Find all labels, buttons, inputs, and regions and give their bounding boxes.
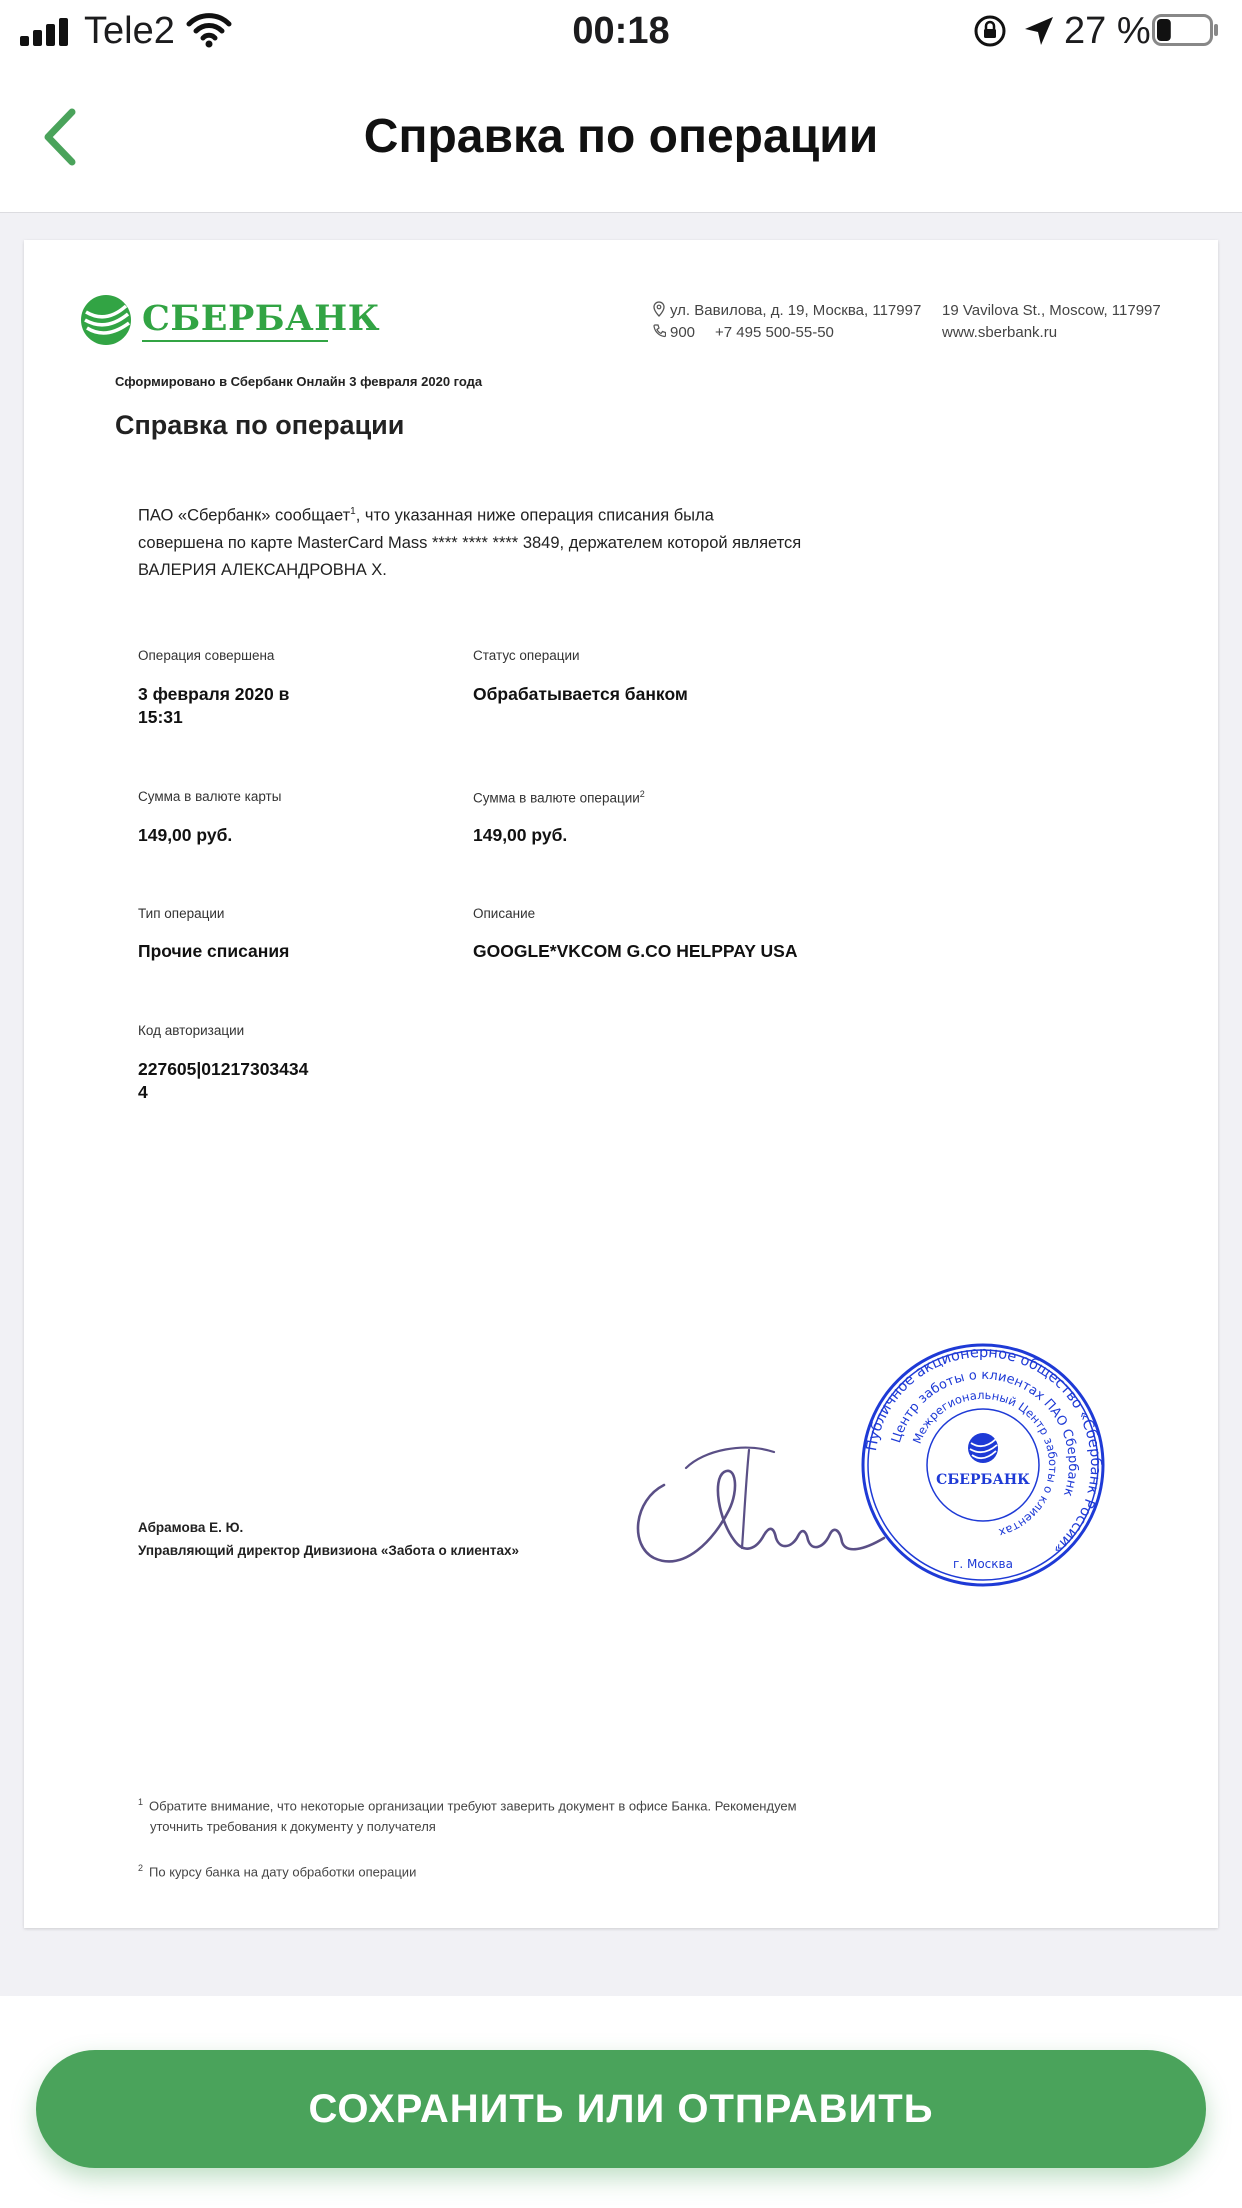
footnote-2-line1: По курсу банка на дату обработки операции — [149, 1864, 417, 1880]
bank-seal — [858, 1340, 1108, 1590]
contacts-en — [942, 300, 1161, 344]
intro-text-3: совершена по карте MasterCard Mass **** **** **** 3849, держателем которой является — [138, 533, 802, 552]
operation-type-label: Тип операции — [138, 906, 225, 921]
phone-long: +7 495 500-55-50 — [715, 324, 834, 341]
phone-short: 900 — [670, 324, 696, 341]
description-value: GOOGLE*VKCOM G.CO HELPPAY USA — [473, 941, 798, 961]
signer-name: Абрамова Е. Ю. — [138, 1520, 244, 1535]
location-arrow-icon — [1022, 14, 1056, 48]
clock: 00:18 — [572, 10, 670, 52]
auth-code-line1: 227605|01217303434 — [138, 1059, 309, 1079]
operation-certificate-document — [24, 240, 1218, 1928]
operation-amount-label-text: Сумма в валюте операции — [473, 790, 640, 806]
footnote-1-line1: Обратите внимание, что некоторые организации требуют заверить документ в офисе Банка. Рекомендуем — [149, 1798, 797, 1814]
auth-code-line2: 4 — [138, 1082, 148, 1102]
logo-underline — [142, 340, 328, 342]
page-title: Справка по операции — [363, 110, 879, 163]
navigation-bar — [0, 64, 1242, 213]
footnote-1 — [138, 1792, 797, 1837]
intro-paragraph — [138, 498, 898, 584]
operation-date-value — [138, 683, 289, 729]
sberbank-logo-icon — [80, 294, 132, 346]
address-ru: ул. Вавилова, д. 19, Москва, 117997 — [670, 302, 922, 319]
battery-percent: 27 % — [1064, 10, 1151, 52]
operation-date-line2: 15:31 — [138, 707, 183, 727]
auth-code-label: Код авторизации — [138, 1023, 245, 1038]
formed-note: Сформировано в Сбербанк Онлайн 3 февраля 2020 года — [115, 374, 483, 389]
document-title: Справка по операции — [115, 410, 405, 440]
operation-date-label: Операция совершена — [138, 648, 275, 663]
seal-outer-ring-text: Публичное акционерное общество «Сбербанк России» — [863, 1344, 1104, 1558]
website: www.sberbank.ru — [942, 324, 1058, 341]
sberbank-logo — [80, 294, 381, 346]
carrier-name: Tele2 — [84, 10, 175, 52]
battery-icon — [1152, 14, 1220, 46]
operation-amount-value: 149,00 руб. — [473, 825, 568, 845]
footnote-1-line2: уточнить требования к документу у получателя — [150, 1819, 436, 1835]
signer-block — [138, 1516, 519, 1562]
location-pin-icon — [652, 301, 666, 317]
sberbank-logo-text: СБЕРБАНК — [142, 298, 381, 339]
operation-type-value: Прочие списания — [138, 941, 290, 961]
footnote-1-mark: 1 — [138, 1797, 144, 1807]
intro-text-1: ПАО «Сбербанк» сообщает — [138, 506, 351, 525]
save-or-send-button[interactable]: СОХРАНИТЬ ИЛИ ОТПРАВИТЬ — [36, 2050, 1206, 2168]
footnote-2-mark: 2 — [138, 1863, 144, 1873]
seal-middle-ring-text: Центр заботы о клиентах ПАО Сбербанк — [889, 1367, 1081, 1499]
operation-date-line1: 3 февраля 2020 в — [138, 684, 290, 704]
intro-text-2: , что указанная ниже операция списания была — [355, 506, 714, 525]
footnote-ref-1: 1 — [350, 506, 356, 517]
intro-text-4: ВАЛЕРИЯ АЛЕКСАНДРОВНА Х. — [138, 560, 387, 579]
footnote-ref-2: 2 — [639, 789, 645, 799]
contacts-ru — [652, 300, 921, 344]
status-bar — [0, 0, 1242, 64]
seal-inner-ring-text: Межрегиональный Центр заботы о клиентах — [909, 1387, 1061, 1540]
card-amount-label: Сумма в валюте карты — [138, 789, 282, 804]
card-amount-value: 149,00 руб. — [138, 825, 233, 845]
phone-icon — [652, 323, 666, 339]
status-label: Статус операции — [473, 648, 580, 663]
seal-city: г. Москва — [953, 1557, 1013, 1571]
operation-amount-label — [473, 789, 645, 806]
auth-code-value — [138, 1058, 308, 1104]
rotation-lock-icon — [973, 14, 1007, 48]
signer-position: Управляющий директор Дивизиона «Забота о клиентах» — [138, 1543, 520, 1558]
footnote-2 — [138, 1858, 416, 1882]
address-en: 19 Vavilova St., Moscow, 117997 — [942, 302, 1161, 319]
description-label: Описание — [473, 906, 536, 921]
status-value: Обрабатывается банком — [473, 684, 688, 704]
seal-logo-text: СБЕРБАНК — [936, 1472, 1030, 1488]
